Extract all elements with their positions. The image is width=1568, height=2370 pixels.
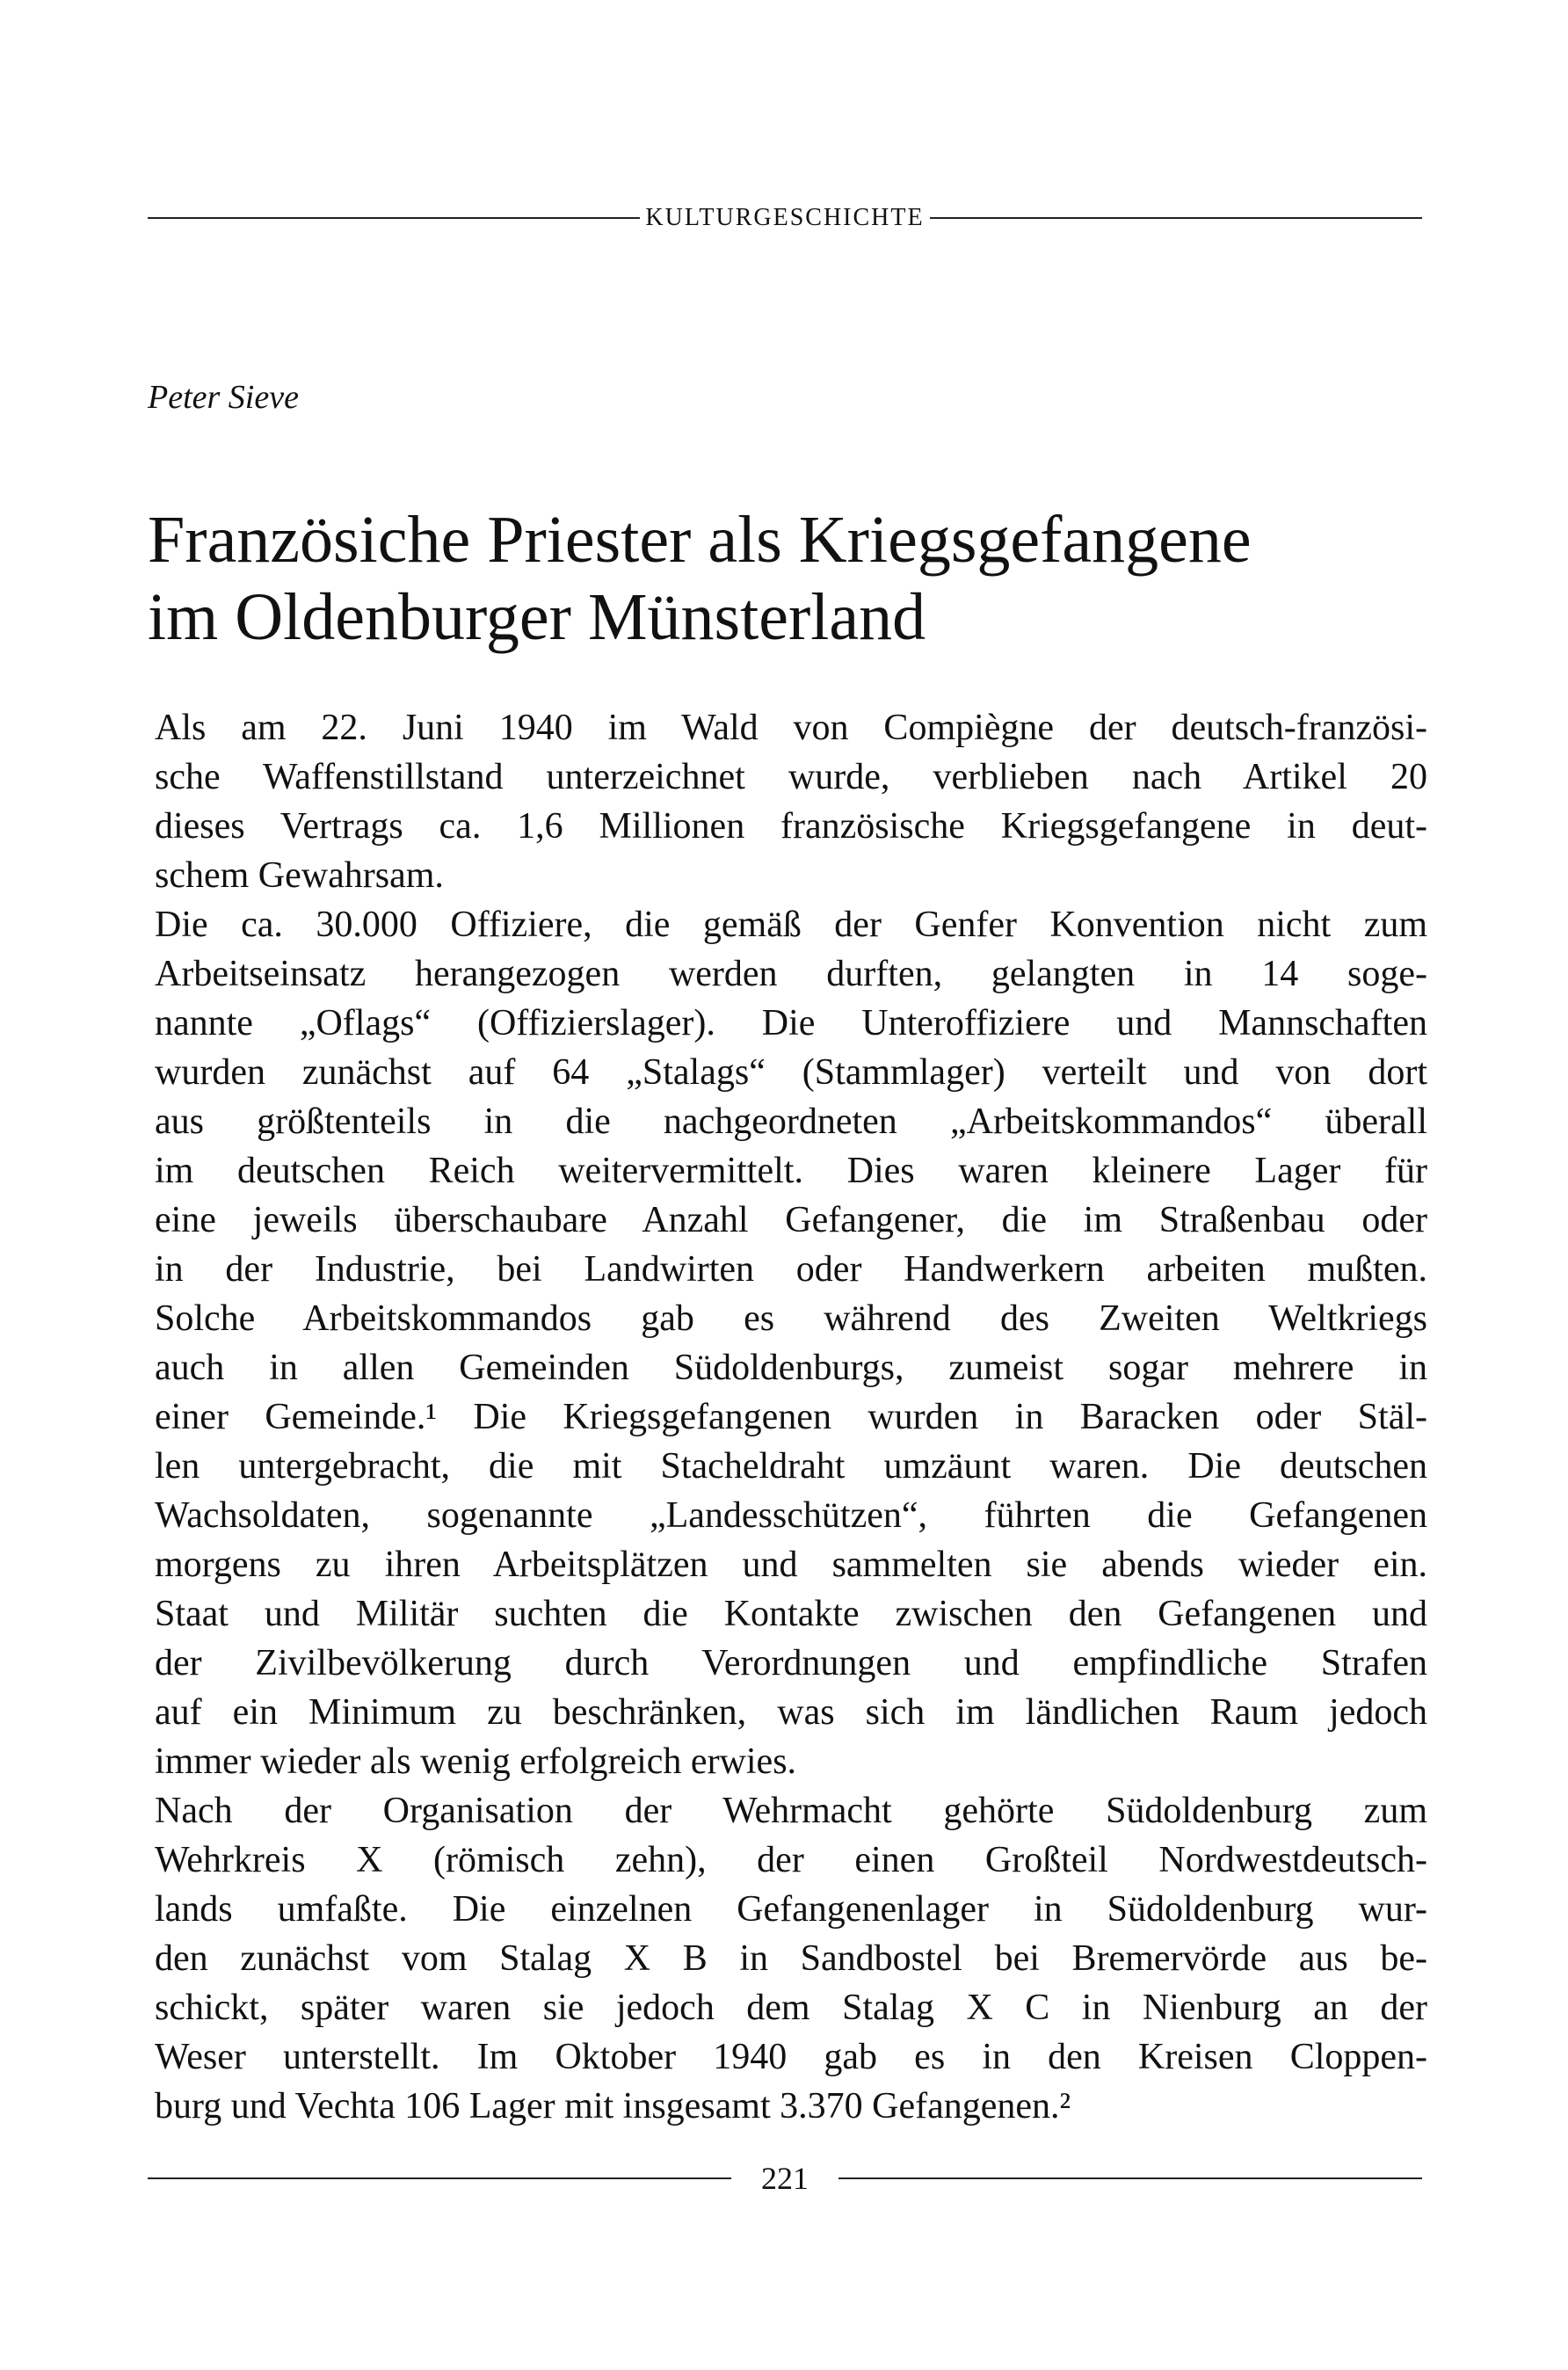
- body-line: nannte „Oflags“ (Offizierslager). Die Unteroffiziere und Mannschaften: [155, 1003, 1427, 1043]
- body-line: wurden zunächst auf 64 „Stalags“ (Stammlager) verteilt und von dort: [155, 1052, 1427, 1093]
- body-line: immer wieder als wenig erfolgreich erwies.: [155, 1741, 797, 1782]
- body-line: Die ca. 30.000 Offiziere, die gemäß der Genfer Konvention nicht zum: [155, 905, 1427, 945]
- footer-rule-left: [148, 2177, 731, 2179]
- body-line: Nach der Organisation der Wehrmacht gehörte Südoldenburg zum: [155, 1791, 1427, 1831]
- body-line: auf ein Minimum zu beschränken, was sich im ländlichen Raum jedoch: [155, 1692, 1427, 1733]
- article-title: [148, 501, 1448, 656]
- body-line: morgens zu ihren Arbeitsplätzen und sammelten sie abends wieder ein.: [155, 1545, 1427, 1585]
- body-line: Wachsoldaten, sogenannte „Landesschützen“, führten die Gefangenen: [155, 1495, 1427, 1536]
- body-line: sche Waffenstillstand unterzeichnet wurde, verblieben nach Artikel 20: [155, 757, 1427, 797]
- page-footer: [148, 2159, 1422, 2198]
- body-line: Arbeitseinsatz herangezogen werden durften, gelangten in 14 soge-: [155, 954, 1427, 994]
- body-line: burg und Vechta 106 Lager mit insgesamt 3.370 Gefangenen.²: [155, 2086, 1071, 2126]
- header-rule-left: [148, 217, 640, 219]
- body-line: Weser unterstellt. Im Oktober 1940 gab es in den Kreisen Cloppen-: [155, 2037, 1427, 2077]
- body-line: Wehrkreis X (römisch zehn), der einen Großteil Nordwestdeutsch-: [155, 1840, 1427, 1880]
- body-line: im deutschen Reich weitervermittelt. Dies waren kleinere Lager für: [155, 1151, 1427, 1191]
- article-body: [155, 703, 1427, 2131]
- running-header: [148, 200, 1422, 236]
- author-name: Peter Sieve: [148, 379, 299, 416]
- header-rule-right: [930, 217, 1422, 219]
- title-line: im Oldenburger Münsterland: [148, 580, 926, 654]
- body-line: auch in allen Gemeinden Südoldenburgs, zumeist sogar mehrere in: [155, 1348, 1427, 1388]
- body-line: den zunächst vom Stalag X B in Sandbostel bei Bremervörde aus be-: [155, 1938, 1427, 1979]
- body-line: aus größtenteils in die nachgeordneten „Arbeitskommandos“ überall: [155, 1101, 1427, 1142]
- page-number: 221: [761, 2161, 809, 2196]
- body-line: Staat und Militär suchten die Kontakte zwischen den Gefangenen und: [155, 1594, 1427, 1634]
- title-line: Französiche Priester als Kriegsgefangene: [148, 503, 1252, 577]
- body-line: eine jeweils überschaubare Anzahl Gefangener, die im Straßenbau oder: [155, 1200, 1427, 1240]
- section-label: KULTURGESCHICHTE: [645, 204, 925, 231]
- body-line: schickt, später waren sie jedoch dem Stalag X C in Nienburg an der: [155, 1988, 1427, 2028]
- body-line: schem Gewahrsam.: [155, 855, 444, 896]
- body-line: dieses Vertrags ca. 1,6 Millionen französische Kriegsgefangene in deut-: [155, 806, 1427, 847]
- body-line: Solche Arbeitskommandos gab es während des Zweiten Weltkriegs: [155, 1298, 1427, 1339]
- body-line: len untergebracht, die mit Stacheldraht umzäunt waren. Die deutschen: [155, 1446, 1427, 1487]
- footer-rule-right: [838, 2177, 1422, 2179]
- body-line: der Zivilbevölkerung durch Verordnungen und empfindliche Strafen: [155, 1643, 1427, 1683]
- body-line: einer Gemeinde.¹ Die Kriegsgefangenen wurden in Baracken oder Stäl-: [155, 1397, 1427, 1437]
- body-line: Als am 22. Juni 1940 im Wald von Compiègne der deutsch-französi-: [155, 708, 1427, 748]
- body-line: lands umfaßte. Die einzelnen Gefangenenlager in Südoldenburg wur-: [155, 1889, 1427, 1930]
- body-line: in der Industrie, bei Landwirten oder Handwerkern arbeiten mußten.: [155, 1249, 1427, 1290]
